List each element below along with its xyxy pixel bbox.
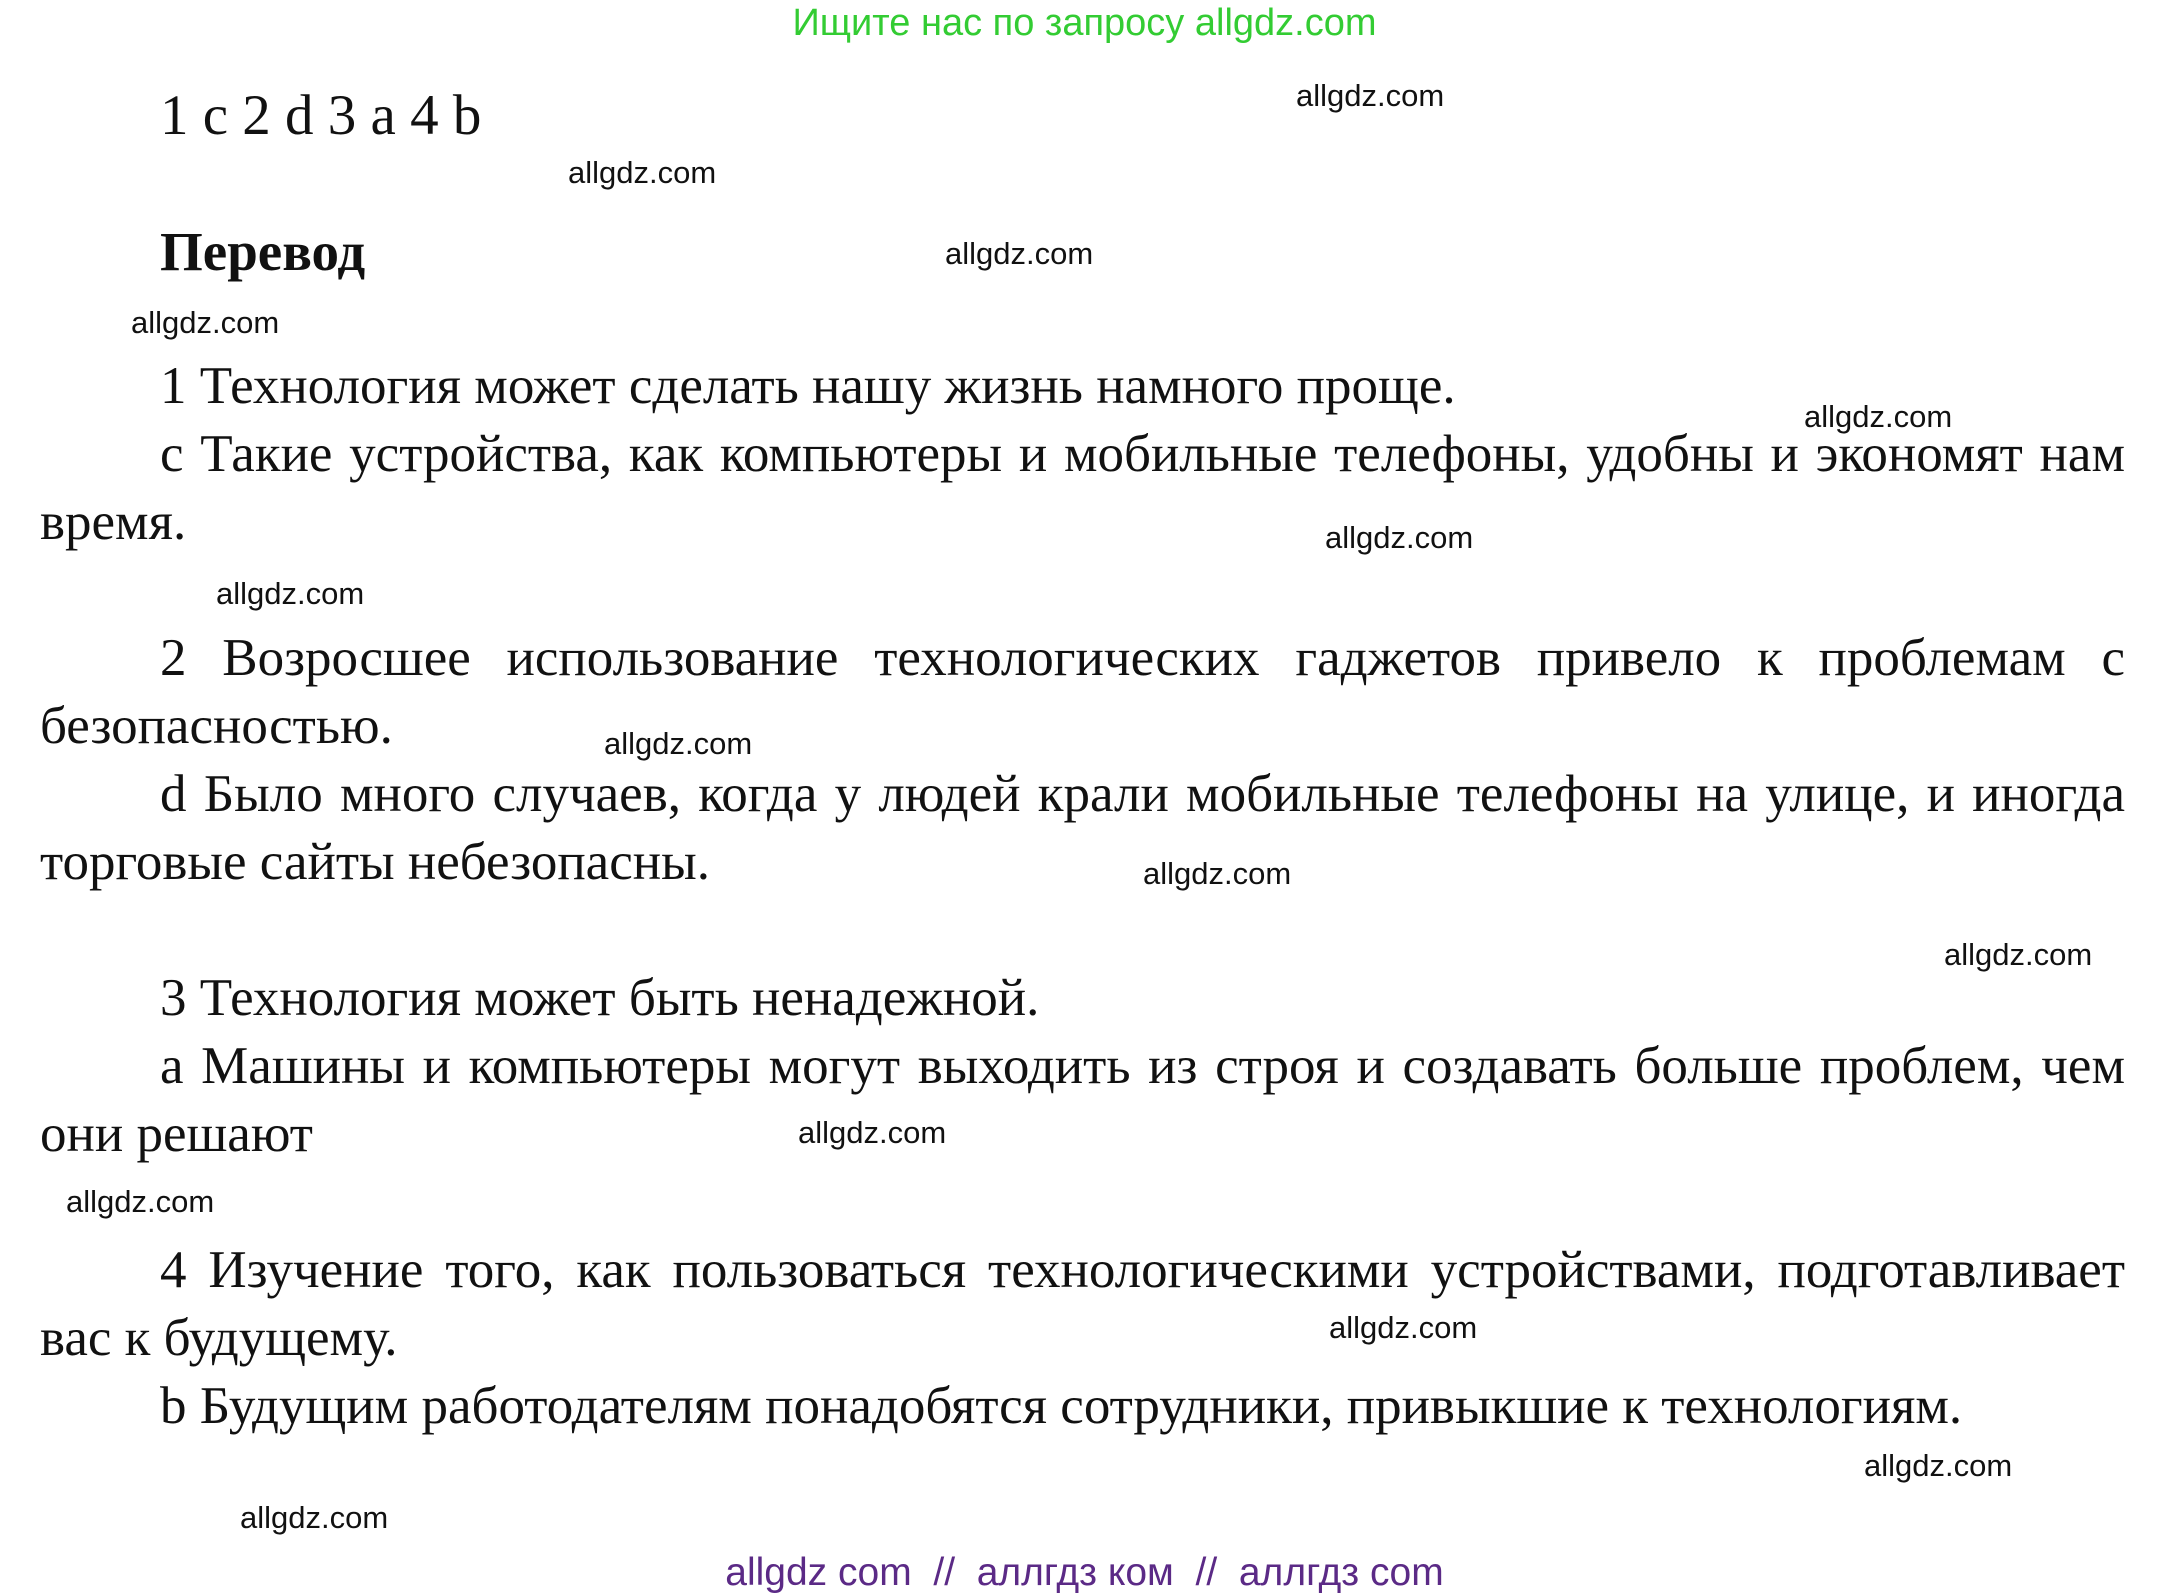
paragraph-a: a Машины и компьютеры могут выходить из строя и создавать больше проблем, чем они решают [40,1037,2125,1163]
watermark: allgdz.com [1944,937,2093,972]
paragraph-3: 3 Технология может быть ненадежной. [160,969,1040,1027]
paragraph-b: b Будущим работодателям понадобятся сотрудники, привыкшие к технологиям. [160,1377,1963,1435]
paragraph-1: 1 Технология может сделать нашу жизнь намного проще. [160,357,1456,415]
paragraph-d: d Было много случаев, когда у людей крали мобильные телефоны на улице, и иногда торговые сайты небезопасны. [40,765,2125,891]
watermark: allgdz.com [945,236,1094,271]
watermark: allgdz.com [240,1500,389,1535]
page-title: Перевод [160,221,366,282]
watermark: allgdz.com [216,576,365,611]
watermark: allgdz.com [1804,399,1953,434]
paragraph-2: 2 Возросшее использование технологических гаджетов привело к проблемам с безопасностью. [40,629,2125,755]
watermark: allgdz.com [131,305,280,340]
watermark: allgdz.com [568,155,717,190]
watermark: allgdz.com [1143,856,1292,891]
watermark: allgdz.com [1296,78,1445,113]
watermark: allgdz.com [798,1115,947,1150]
footer-banner: allgdz com // аллгдз ком // аллгдз com [725,1551,1444,1594]
watermark: allgdz.com [66,1184,215,1219]
watermark: allgdz.com [1864,1448,2013,1483]
watermark: allgdz.com [1329,1310,1478,1345]
watermark: allgdz.com [1325,520,1474,555]
answer-key: 1 c 2 d 3 a 4 b [160,84,482,147]
watermark: allgdz.com [604,726,753,761]
top-banner: Ищите нас по запросу allgdz.com [792,2,1377,44]
paragraph-c: c Такие устройства, как компьютеры и мобильные телефоны, удобны и экономят нам время. [40,425,2125,551]
paragraph-4: 4 Изучение того, как пользоваться технологическими устройствами, подготавливает вас к будущему. [40,1241,2125,1367]
